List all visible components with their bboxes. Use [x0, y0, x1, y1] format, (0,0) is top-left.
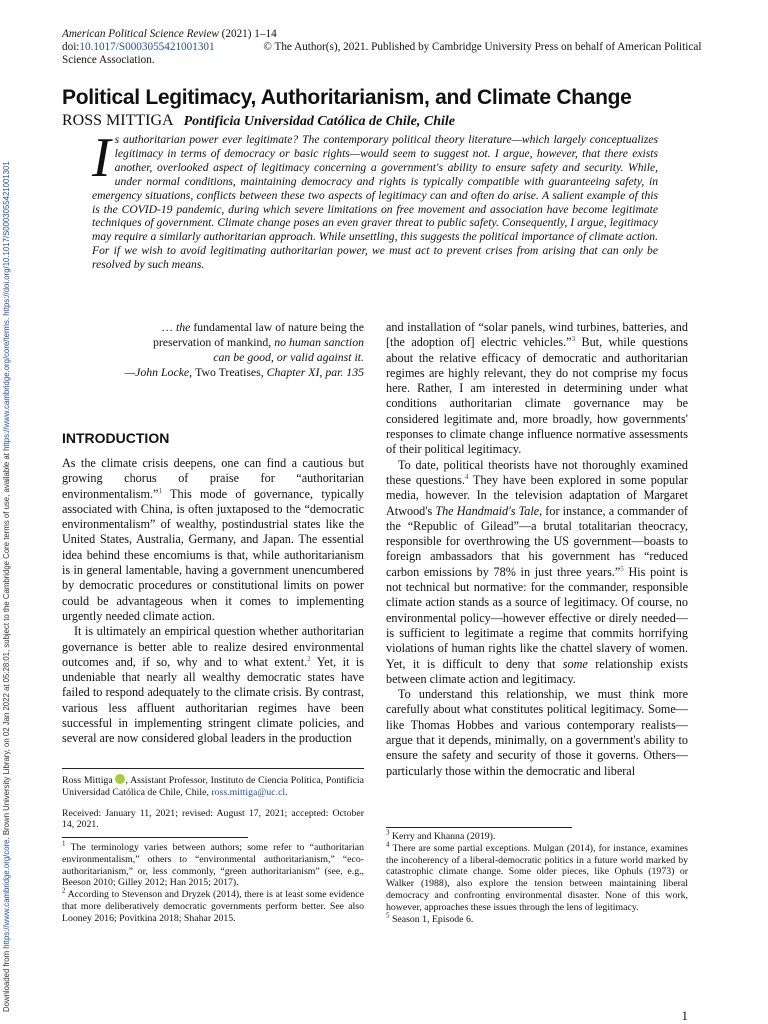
- footnote-5: $^5$ Season 1, Episode 6.: [386, 911, 474, 925]
- body-column-left: [62, 456, 364, 747]
- paragraph: It is ultimately an empirical question whether authoritarian governance is better able to realize desired environmental outcomes and, if so, why and to what extent.$^2$ Yet, it is undeniable that nearly all wealthy democratic states have failed to respond adequately to the climate crisis. By contrast, various less affluent authoritarian regimes have been successful in implementing stringent climate policies, and several are now considered global leaders in the production: [62, 624, 365, 746]
- body-column-right: [386, 320, 688, 779]
- footnote-4: $^4$ There are some partial exceptions. Mulgan (2014), for instance, examines the incoherency of a liberal-democratic politics in a future world marked by catastrophic climate change. Some older pieces, like Ophuls (1973) or Walker (1988), also explore the tension between maintaining liberal democracy and confronting environmental disaster. None of this work, however, approaches these issues through the lens of legitimacy.: [386, 840, 688, 913]
- author-line: [62, 112, 455, 130]
- footnotes-right: [386, 828, 688, 925]
- author-email-link[interactable]: ross.mittiga@uc.cl: [211, 786, 286, 798]
- journal-year-pages: (2021) 1–14: [221, 28, 277, 40]
- doi-line: doi:10.1017/S0003055421001301 © The Author(s), 2021. Published by Cambridge University Press on behalf of American Political Science Association.: [62, 41, 702, 66]
- footnote-ref-1[interactable]: 1: [158, 486, 162, 495]
- copyright-cont: Science Association.: [62, 54, 155, 66]
- article-title: Political Legitimacy, Authoritarianism, and Climate Change: [62, 86, 632, 109]
- footnote-ref-4[interactable]: 4: [464, 472, 469, 481]
- paragraph: To understand this relationship, we must think more carefully about what constitutes political legitimacy. Some—like Thomas Hobbes and various contemporary realists—argue that it depends, minimally, on a government's ability to ensure the safety and security of those it governs. Others—particularly those within the democratic and liberal: [386, 687, 688, 778]
- paragraph: and installation of “solar panels, wind turbines, batteries, and [the adoption of] electric vehicles.”$^3$ But, while questions about the relative efficacy of democratic and authoritarian regimes are highly relevant, they do not comprise my focus here. Rather, I am interested in determining under what conditions authoritarian climate governance may be considered legitimate and, more broadly, how governments' responses to climate change influence normative assessments of their political legitimacy.: [386, 320, 688, 457]
- footnote-divider: [62, 837, 248, 838]
- doi-sidebar-link[interactable]: https://doi.org/10.1017/S0003055421001301: [2, 161, 11, 316]
- abstract-text: s authoritarian power ever legitimate? The contemporary political theory literature—which largely conceptualizes legitimacy in terms of democracy or basic rights—would seem to suggest not. I argue, however, that there exists another, overlooked aspect of legitimacy concerning a government's ability to ensure safety and security. While, under normal conditions, maintaining democracy and rights is typically compatible with guaranteeing safety, in emergency situations, conflicts between these two aspects of legitimacy can and often do arise. A salient example of this is the COVID-19 pandemic, during which severe limitations on free movement and association have become legitimate techniques of government. Climate change poses an even graver threat to public safety. Consequently, I argue, legitimacy may require a similarly authoritarian approach. While unsettling, this suggests the political importance of climate action. For if we wish to avoid legitimating authoritarian power, we must act to prevent crises from arising that can only be resolved by such means.: [92, 133, 658, 272]
- section-heading-introduction: INTRODUCTION: [62, 430, 170, 446]
- abstract-dropcap: I: [92, 127, 111, 189]
- footnote-divider: [386, 827, 572, 828]
- author-note: Ross Mittiga , Assistant Professor, Instituto de Ciencia Política, Pontificia Universidad Católica de Chile, Chile, ross.mittiga@uc.cl. Received: January 11, 2021; revised: August 17, 2021; accepted: October 14, 2021.: [62, 775, 364, 831]
- footnote-1: $^1$ The terminology varies between authors; some refer to “authoritarian environmentalism,” others to “environmental authoritarianism,” “eco-authoritarianism,” or, less commonly, “green authoritarianism” (see, e.g., Beeson 2010; Gilley 2012; Han 2015; 2017).: [62, 839, 364, 889]
- epigraph: … the fundamental law of nature being the preservation of mankind, no human sanction can be good, or valid against it. —John Locke, Two Treatises, Chapter XI, par. 135: [124, 320, 364, 379]
- divider: [62, 768, 364, 769]
- orcid-icon[interactable]: [115, 774, 125, 784]
- paragraph: To date, political theorists have not thoroughly examined these questions.$^4$ They have been explored in some popular media, however. In the television adaptation of Margaret Atwood's The Handmaid's Tale, for instance, a commander of the “Republic of Gilead”—a brutal totalitarian theocracy, responsible for overthrowing the US government—boasts to foreign ambassadors that his government has “reduced carbon emissions by 78% in just three years.”$^5$ His point is not technical but normative: for the commander, responsible climate action stands as a source of legitimacy. Of course, no environmental policy—however effective or direly needed—is sufficient to legitimate a regime that commits horrifying violations of human rights like the chattel slavery of women. Yet, it is difficult to deny that some relationship exists between climate action and legitimacy.: [386, 457, 688, 686]
- download-notice: Downloaded from https://www.cambridge.org/core. Brown University Library, on 02 Jan 2022 at 05:28:01, subject to the Cambridge Core terms of use, available at https://www.cambridge.org/core/terms. https://doi.org/10.1017/S0003055421001301: [2, 161, 11, 1012]
- running-header: [62, 28, 277, 41]
- journal-name: American Political Science Review: [62, 28, 219, 40]
- copyright: © The Author(s), 2021. Published by Cambridge University Press on behalf of American Political: [263, 41, 702, 53]
- received-dates: Received: January 11, 2021; revised: August 17, 2021; accepted: October 14, 2021.: [62, 807, 364, 831]
- footnote-ref-2[interactable]: 2: [307, 654, 311, 663]
- footnote-2: $^2$ According to Stevenson and Dryzek (2014), there is at least some evidence that more deliberatively democratic governments perform better. See also Looney 2016; Povitkina 2018; Shahar 2015.: [62, 886, 364, 924]
- footnote-ref-5[interactable]: 5: [620, 564, 624, 573]
- abstract: [92, 127, 658, 272]
- footnote-ref-3[interactable]: 3: [571, 335, 576, 344]
- doi-link[interactable]: 10.1017/S0003055421001301: [79, 41, 215, 53]
- author-name: ROSS MITTIGA: [62, 112, 174, 129]
- footnote-3: $^3$ Kerry and Khanna (2019).: [386, 828, 496, 842]
- cambridge-core-link[interactable]: https://www.cambridge.org/core: [2, 839, 11, 949]
- terms-link[interactable]: https://www.cambridge.org/core/terms: [2, 320, 11, 451]
- footnotes-left: [62, 839, 364, 925]
- author-affiliation: Pontificia Universidad Católica de Chile, Chile: [183, 114, 456, 129]
- paragraph: As the climate crisis deepens, one can find a cautious but growing chorus of praise for “authoritarian environmentalism.”$^1$ This mode of governance, typically associated with China, is often juxtaposed to the “democratic environmentalism” of wealthy, postindustrial states like the United States, Australia, Germany, and Japan. The essential idea behind these encomiums is that, while authoritarianism is in general lamentable, having a government unencumbered by democratic procedures or constitutional limits on power could be advantageous when it comes to implementing urgently needed climate action.: [62, 456, 364, 623]
- page-number: 1: [681, 1008, 688, 1023]
